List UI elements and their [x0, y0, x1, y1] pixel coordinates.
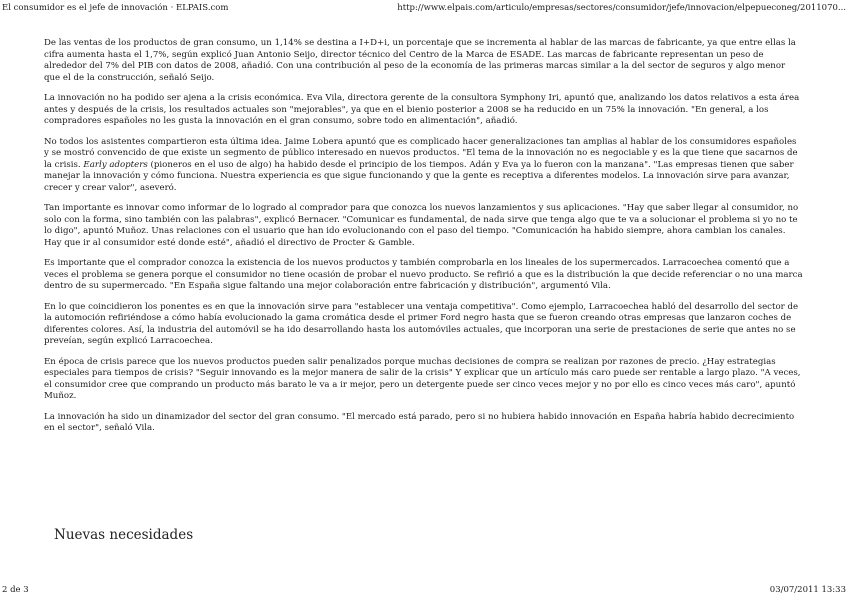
print-datetime: 03/07/2011 13:33: [769, 585, 846, 595]
article-body: [44, 38, 804, 444]
paragraph-8: La innovación ha sido un dinamizador del sector del gran consumo. "El mercado está parado, pero si no hubiera habido innovación en España habría habido decrecimiento en el sector", señaló Vila.: [44, 411, 795, 433]
section-heading: Nuevas necesidades: [54, 527, 194, 543]
paragraph-3-after: (pioneros en el uso de algo) ha habido desde el principio de los tiempos. Adán y Eva ya lo fueron con la manzana". "Las empresas tienen que saber manejar la innovación y cómo funciona. Nuestra experiencia es que sigue funcionando y que la gente es receptiva a diferentes modelos. La innovación sirve para avanzar, crecer y crear valor", aseveró.: [44, 159, 794, 193]
paragraph-3-italic: Early adopters: [83, 159, 148, 170]
print-footer: [2, 585, 846, 596]
paragraph-3-before: No todos los asistentes compartieron esta última idea. Jaime Lobera apuntó que es complicado hacer generalizaciones tan amplias al hablar de los consumidores españoles y se mostró convencido de que existe un segmento de público interesado en nuevos productos. "El tema de la innovación no es negociable y es la que tiene que sacarnos de la crisis.: [44, 136, 798, 170]
print-header: [2, 2, 846, 14]
paragraph-3: [44, 137, 804, 195]
paragraph-4: Tan importante es innovar como informar de lo logrado al comprador para que conozca los nuevos lanzamientos y sus aplicaciones. "Hay que saber llegar al consumidor, no solo con la forma, sino también con las palabras", explicó Bernacer. "Comunicar es fundamental, de nada sirve que tenga algo que te va a solucionar el problema si yo no te lo digo", apuntó Muñoz. Unas relaciones con el usuario que han ido evolucionando con el paso del tiempo. "Comunicación ha habido siempre, ahora cambian los canales. Hay que ir al consumidor esté donde esté", añadió el directivo de Procter & Gamble.: [44, 203, 799, 248]
page-url[interactable]: http://www.elpais.com/articulo/empresas/sectores/consumidor/jefe/innovacion/elpepueconeg/2011070...: [397, 3, 846, 13]
page-number: 2 de 3: [2, 585, 29, 595]
page-title: El consumidor es el jefe de innovación · ELPAIS.com: [2, 3, 229, 13]
paragraph-1: De las ventas de los productos de gran consumo, un 1,14% se destina a I+D+i, un porcentaje que se incrementa al hablar de las marcas de fabricante, ya que entre ellas la cifra aumenta hasta el 1,7%, según explicó Juan Antonio Seijo, director técnico del Centro de la Marca de ESADE. Las marcas de fabricante representan un peso de alrededor del 7% del PIB con datos de 2008, añadió. Con una contribución al peso de la economía de las primeras marcas similar a la del sector de seguros y algo menor que el de la construcción, señaló Seijo.: [44, 38, 796, 83]
paragraph-7: En época de crisis parece que los nuevos productos pueden salir penalizados porque muchas decisiones de compra se realizan por razones de precio. ¿Hay estrategias especiales para tiempos de crisis? "Seguir innovando es la mejor manera de salir de la crisis" Y explicar que un artículo más caro puede ser rentable a largo plazo. "A veces, el consumidor cree que comprando un producto más barato le va a ir mejor, pero un detergente puede ser cinco veces mejor y no por ello es cinco veces más caro", apuntó Muñoz.: [44, 356, 801, 401]
paragraph-5: Es importante que el comprador conozca la existencia de los nuevos productos y también comprobarla en los lineales de los supermercados. Larracoechea comentó que a veces el problema se genera porque el consumidor no tiene ocasión de probar el nuevo producto. Se refirió a que es la distribución la que decide referenciar o no una marca dentro de su supermercado. "En España sigue faltando una mejor colaboración entre fabricación y distribución", argumentó Vila.: [44, 258, 803, 291]
paragraph-2: La innovación no ha podido ser ajena a la crisis económica. Eva Vila, directora gerente de la consultora Symphony Iri, apuntó que, analizando los datos relativos a esta área antes y después de la crisis, los resultados actuales son "mejorables", ya que en el bienio posterior a 2008 se ha reducido en un 75% la innovación. "En general, a los compradores españoles no les gusta la innovación en el gran consumo, sobre todo en alimentación", añadió.: [44, 93, 800, 126]
paragraph-6: En lo que coincidieron los ponentes es en que la innovación sirve para "establecer una ventaja competitiva". Como ejemplo, Larracoechea habló del desarrollo del sector de la automoción refiriéndose a cómo había evolucionado la gama cromática desde el primer Ford negro hasta que se fueron creando otras empresas que lanzaron coches de diferentes colores. Así, la industria del automóvil se ha ido desarrollando hasta los automóviles actuales, que incorporan una serie de prestaciones de serie que antes no se preveían, según explicó Larracoechea.: [44, 301, 799, 346]
